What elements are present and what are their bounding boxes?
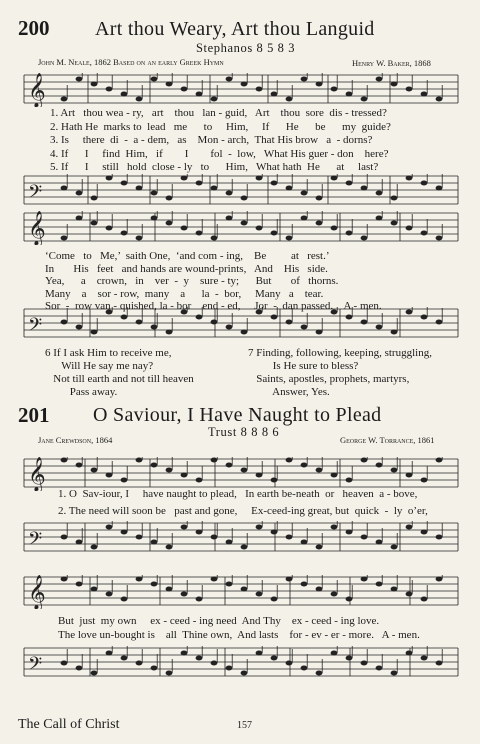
staff (0, 457, 480, 491)
verse-line: 4. If I find Him, if I fol - low, What His guer - don here? (50, 147, 389, 160)
svg-text:𝄞: 𝄞 (28, 457, 46, 491)
author-credit-201: Jane Crewdson, 1864 (38, 435, 113, 445)
page-number: 157 (237, 720, 252, 731)
svg-text:𝄢: 𝄢 (28, 315, 43, 340)
stanza-line: Pass away. (45, 386, 118, 398)
verse-line: 3. Is there di - a - dem, as Mon - arch, That His brow a - dorns? (50, 134, 373, 146)
staff (0, 73, 480, 107)
svg-text:𝄢: 𝄢 (28, 654, 43, 679)
author-credit-200: John M. Neale, 1862 Based on an early Greek Hymn (38, 57, 224, 67)
extra-stanza-6 (45, 347, 194, 399)
hymn-number-201: 201 (18, 403, 50, 427)
verse-block-201-b (58, 616, 420, 644)
staff (0, 521, 480, 555)
svg-text:𝄞: 𝄞 (28, 575, 46, 609)
verse-line: 1. O Sav-iour, I have naught to plead, In earth be-neath or heaven a - bove, (58, 488, 418, 500)
hymn-title-201: O Saviour, I Have Naught to Plead (93, 404, 382, 426)
svg-text:𝄢: 𝄢 (28, 529, 43, 554)
tune-name-200: Stephanos 8 5 8 3 (196, 41, 296, 55)
tune-name-201: Trust 8 8 8 6 (208, 425, 280, 439)
verse-line: In His feet and hands are wound-prints, And His side. (45, 262, 328, 275)
composer-credit-200: Henry W. Baker, 1868 (352, 58, 431, 68)
stanza-line: 7 Finding, following, keeping, struggling, (248, 347, 432, 359)
staff (0, 174, 480, 208)
verse-line: 5. If I still hold close - ly to Him, What hath He at last? (50, 161, 379, 173)
verse-line: 2. Hath He marks to lead me to Him, If He be my guide? (50, 120, 391, 133)
staff (0, 211, 480, 245)
verse-line: Sor - row van - quished, la - bor end - ed, Jor - dan passed. A - men. (45, 300, 382, 312)
hymn-number-200: 200 (18, 16, 50, 40)
svg-text:𝄞: 𝄞 (28, 73, 46, 107)
stanza-line: 6 If I ask Him to receive me, (45, 347, 172, 359)
verse-line: Yea, a crown, in ver - y sure - ty; But of thorns. (45, 275, 339, 287)
svg-text:𝄞: 𝄞 (28, 211, 46, 245)
composer-credit-201: George W. Torrance, 1861 (340, 435, 435, 445)
verse-block-200-b (45, 251, 382, 314)
verse-line: 1. Art thou wea - ry, art thou lan - guid, Art thou sore dis - tressed? (50, 107, 387, 119)
extra-stanza-7 (248, 347, 432, 399)
stanza-line: Not till earth and not till heaven (45, 373, 194, 385)
section-title: The Call of Christ (18, 717, 120, 732)
stanza-line: Answer, Yes. (248, 386, 330, 398)
verse-line: But just my own ex - ceed - ing need And Thy ex - ceed - ing love. (58, 615, 380, 627)
staff (0, 575, 480, 609)
stanza-line: Is He sure to bless? (248, 360, 359, 372)
verse-line: 2. The need will soon be past and gone, Ex-ceed-ing great, but quick - ly o’er, (58, 505, 428, 517)
stanza-line: Saints, apostles, prophets, martyrs, (248, 373, 410, 385)
verse-block-201-a (58, 489, 428, 523)
stanza-line: Will He say me nay? (45, 360, 154, 372)
staff (0, 646, 480, 680)
svg-text:𝄢: 𝄢 (28, 182, 43, 207)
verse-block-200-a (50, 108, 391, 176)
hymn-title-200: Art thou Weary, Art thou Languid (95, 18, 375, 40)
verse-line: The love un-bought is all Thine own, And lasts for - ev - er - more. A - men. (58, 629, 420, 641)
verse-line: ‘Come to Me,’ saith One, ‘and com - ing, Be at rest.’ (45, 250, 330, 262)
verse-line: Many a sor - row, many a la - bor, Many a tear. (45, 287, 324, 300)
